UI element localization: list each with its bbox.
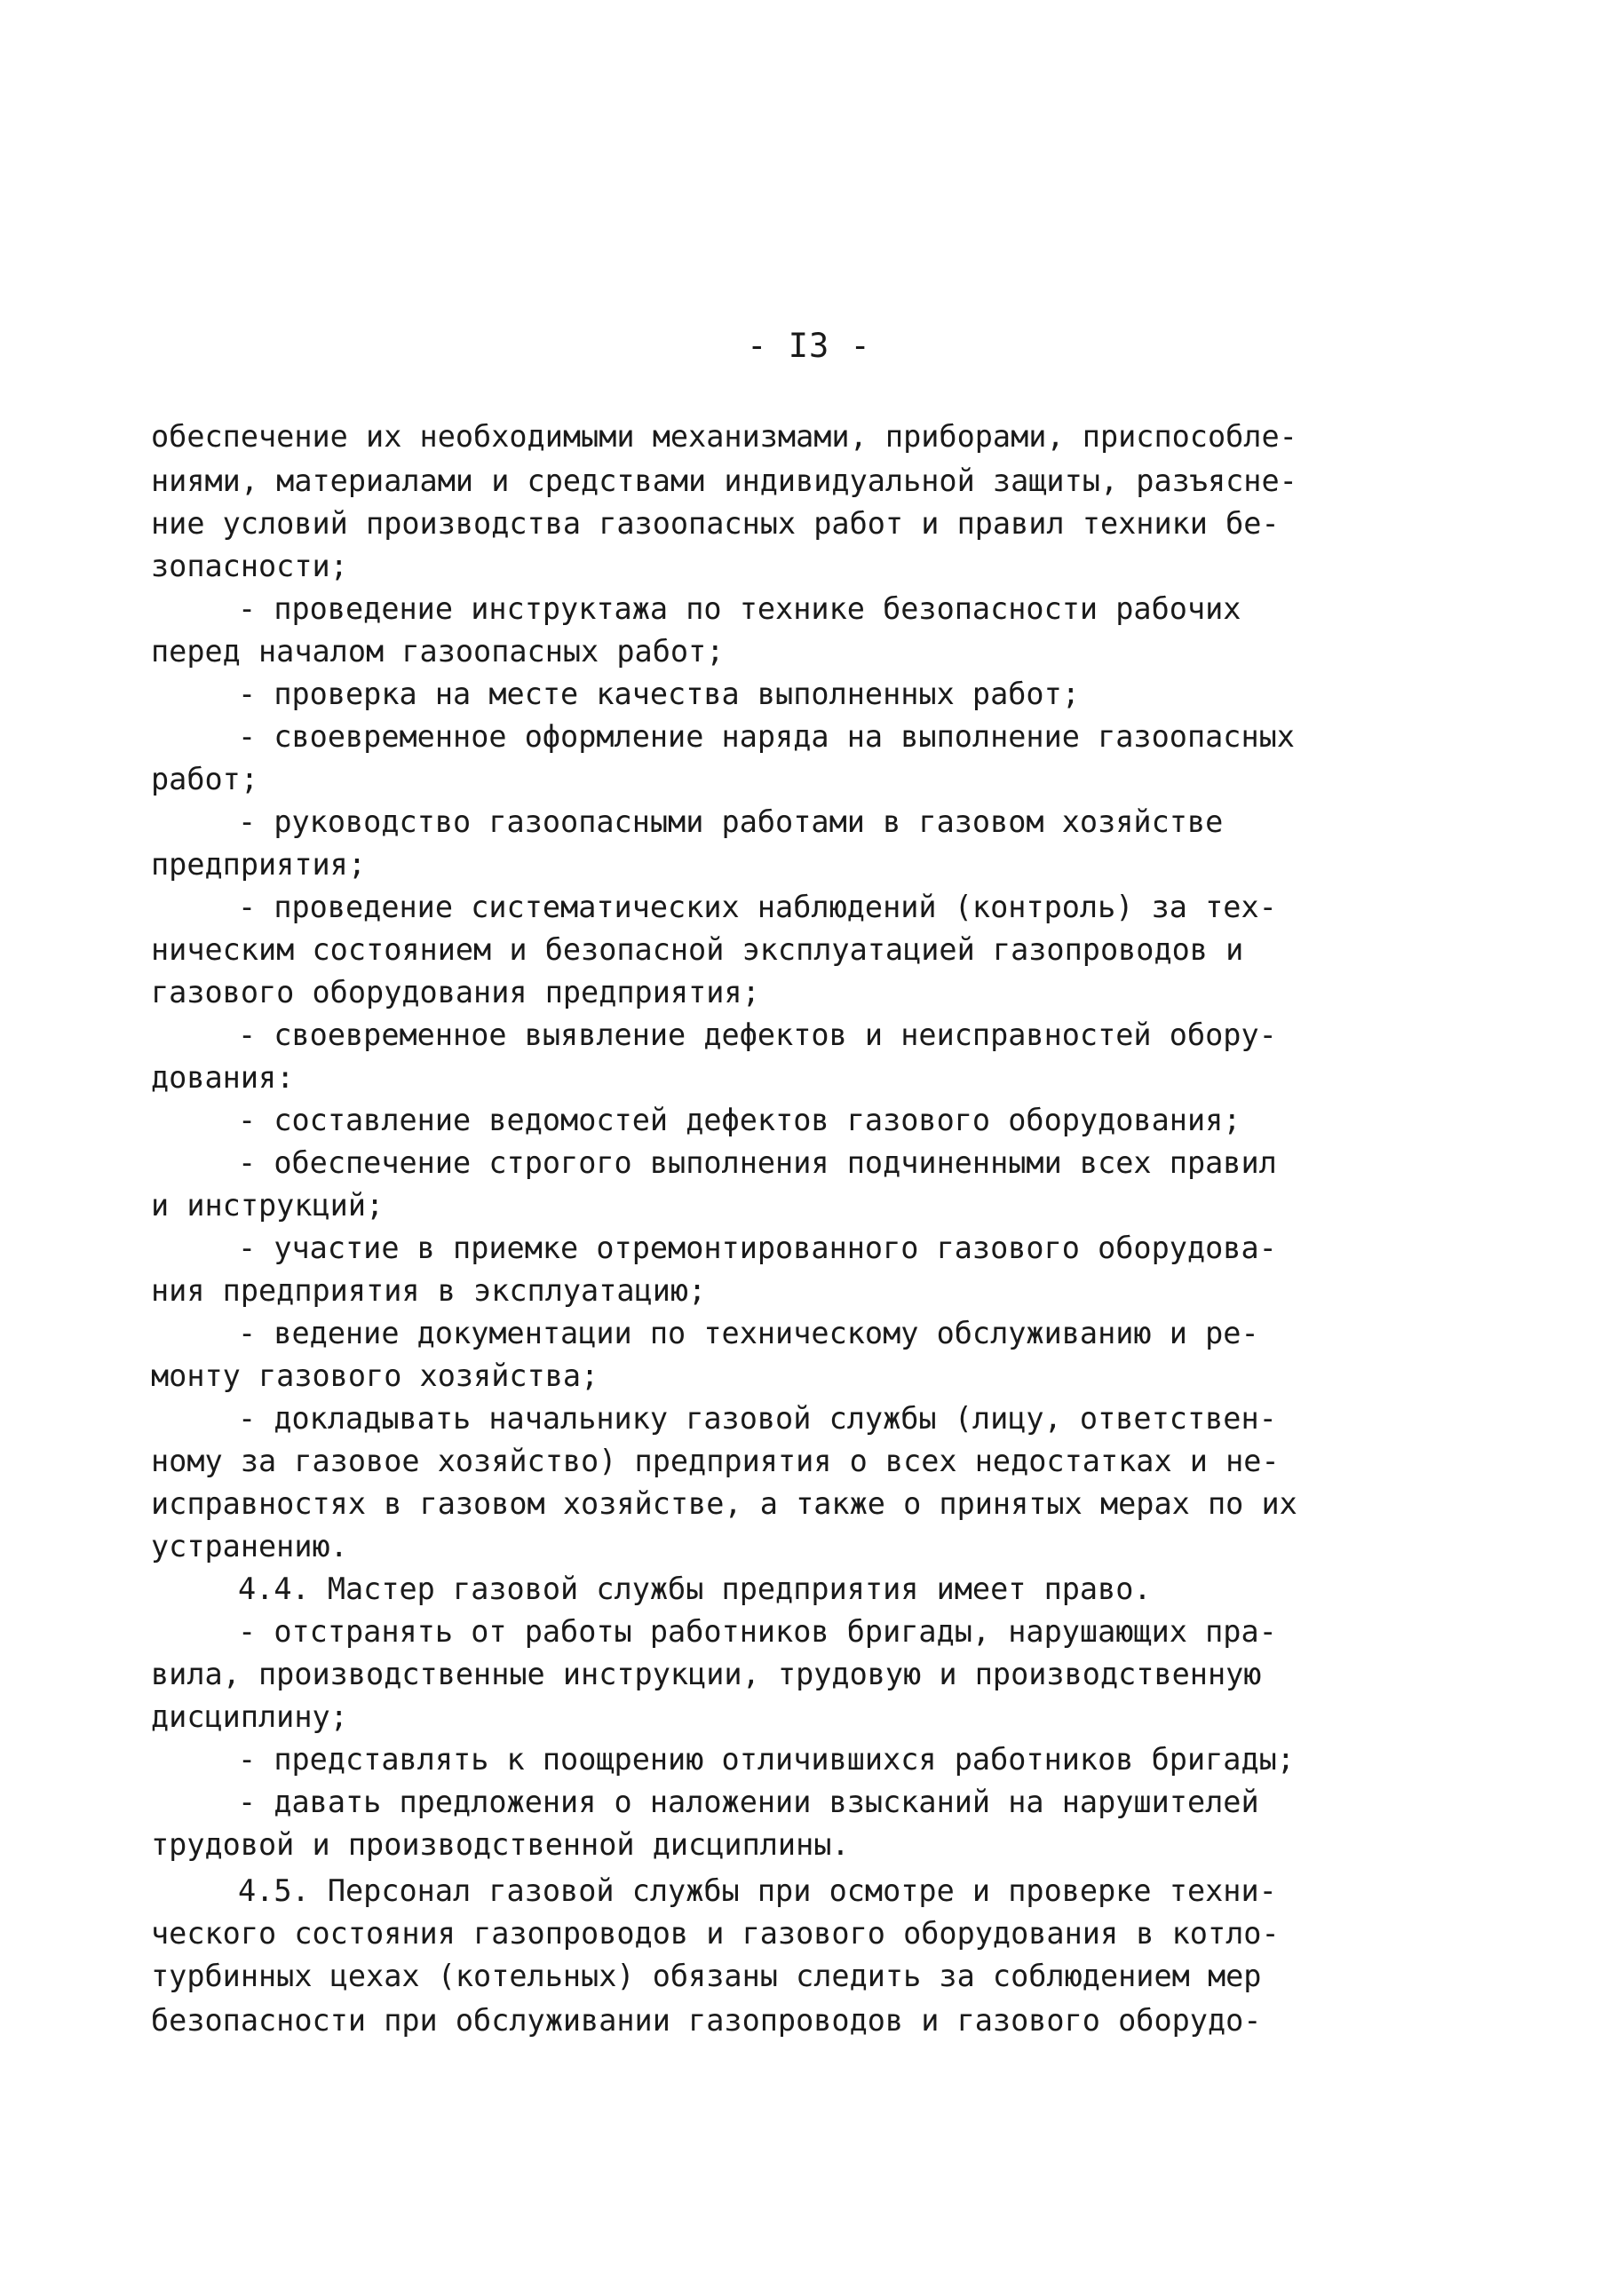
text-line: работ;	[151, 762, 259, 796]
text-line: - отстранять от работы работников бригады, нарушающих пра-	[238, 1614, 1277, 1649]
text-line: ческого состояния газопроводов и газового оборудования в котло-	[151, 1916, 1280, 1951]
text-line: ническим состоянием и безопасной эксплуатацией газопроводов и	[151, 932, 1244, 967]
text-line: газового оборудования предприятия;	[151, 975, 760, 1009]
text-line: перед началом газоопасных работ;	[151, 634, 725, 669]
text-line: дования:	[151, 1060, 295, 1095]
text-line: безопасности при обслуживании газопроводов и газового оборудо-	[151, 2003, 1262, 2038]
text-line: монту газового хозяйства;	[151, 1358, 599, 1393]
text-line: исправностях в газовом хозяйстве, а также о принятых мерах по их	[151, 1486, 1297, 1521]
text-line: - представлять к поощрению отличившихся работников бригады;	[238, 1742, 1295, 1777]
text-line: - проведение систематических наблюдений (контроль) за тех-	[238, 890, 1277, 924]
page-number: - I3 -	[747, 327, 871, 365]
text-line: 4.5. Персонал газовой службы при осмотре и проверке техни-	[238, 1873, 1277, 1908]
text-line: - проведение инструктажа по технике безопасности рабочих	[238, 591, 1241, 626]
text-line: ния предприятия в эксплуатацию;	[151, 1273, 707, 1308]
text-line: вила, производственные инструкции, трудовую и производственную	[151, 1657, 1262, 1691]
text-line: - руководство газоопасными работами в газовом хозяйстве	[238, 804, 1224, 839]
text-line: обеспечение их необходимыми механизмами, приборами, приспособле-	[151, 419, 1297, 454]
text-line: трудовой и производственной дисциплины.	[151, 1827, 850, 1862]
text-line: зопасности;	[151, 549, 348, 583]
text-line: - докладывать начальнику газовой службы (лицу, ответствен-	[238, 1401, 1277, 1436]
text-line: - своевременное оформление наряда на выполнение газоопасных	[238, 719, 1295, 754]
text-line: - составление ведомостей дефектов газового оборудования;	[238, 1103, 1241, 1137]
text-line: 4.4. Мастер газовой службы предприятия имеет право.	[238, 1572, 1152, 1606]
text-line: ние условий производства газоопасных работ и правил техники бе-	[151, 506, 1280, 541]
text-line: - обеспечение строгого выполнения подчиненными всех правил	[238, 1145, 1277, 1180]
text-line: - ведение документации по техническому обслуживанию и ре-	[238, 1316, 1259, 1350]
text-line: - участие в приемке отремонтированного газового оборудова-	[238, 1231, 1277, 1265]
text-line: ниями, материалами и средствами индивидуальной защиты, разъясне-	[151, 463, 1297, 498]
text-line: ному за газовое хозяйство) предприятия о всех недостатках и не-	[151, 1444, 1280, 1478]
text-line: дисциплину;	[151, 1699, 348, 1734]
text-line: предприятия;	[151, 847, 367, 882]
text-line: и инструкций;	[151, 1188, 385, 1223]
text-line: турбинных цехах (котельных) обязаны следить за соблюдением мер	[151, 1959, 1262, 1993]
text-line: - давать предложения о наложении взысканий на нарушителей	[238, 1785, 1259, 1819]
text-line: - проверка на месте качества выполненных работ;	[238, 677, 1080, 711]
text-line: - своевременное выявление дефектов и неисправностей обору-	[238, 1017, 1277, 1052]
text-line: устранению.	[151, 1529, 348, 1564]
